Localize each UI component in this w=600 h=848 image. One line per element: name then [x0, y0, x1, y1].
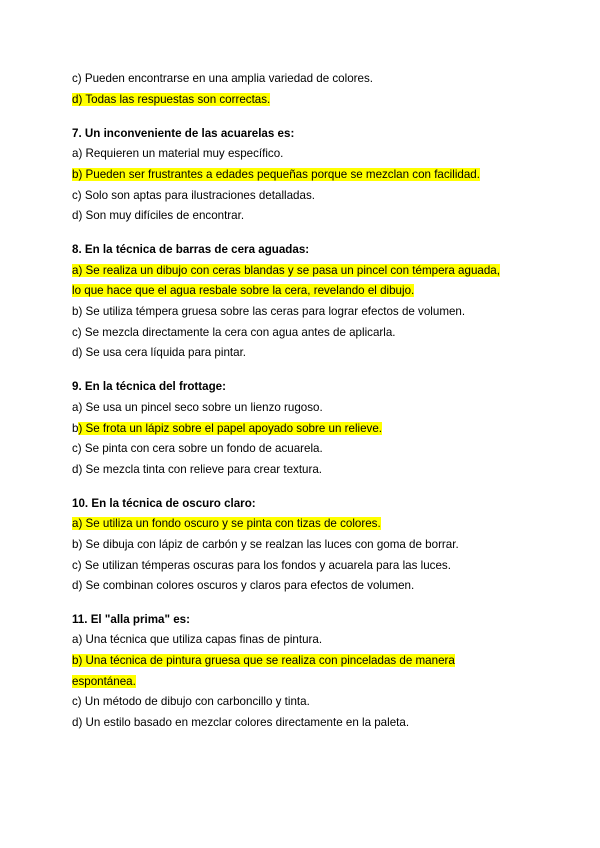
option-9b-correct: b) Se frota un lápiz sobre el papel apoyado sobre un relieve.	[72, 422, 383, 435]
question-10-title: 10. En la técnica de oscuro claro:	[72, 497, 256, 510]
option-8a-correct-cont: lo que hace que el agua resbale sobre la cera, revelando el dibujo.	[72, 284, 415, 297]
option-10d: d) Se combinan colores oscuros y claros para efectos de volumen.	[72, 579, 415, 592]
option-6d-correct: d) Todas las respuestas son correctas.	[72, 93, 271, 106]
question-9-title: 9. En la técnica del frottage:	[72, 380, 226, 393]
option-8a-correct: a) Se realiza un dibujo con ceras blandas y se pasa un pincel con témpera aguada,	[72, 264, 500, 277]
option-11c: c) Un método de dibujo con carboncillo y tinta.	[72, 695, 310, 708]
question-8-title: 8. En la técnica de barras de cera aguadas:	[72, 243, 310, 256]
option-8c: c) Se mezcla directamente la cera con agua antes de aplicarla.	[72, 326, 396, 339]
option-11d: d) Un estilo basado en mezclar colores directamente en la paleta.	[72, 716, 410, 729]
option-10a-correct: a) Se utiliza un fondo oscuro y se pinta con tizas de colores.	[72, 517, 381, 530]
option-11a: a) Una técnica que utiliza capas finas de pintura.	[72, 633, 323, 646]
option-7d: d) Son muy difíciles de encontrar.	[72, 209, 245, 222]
option-7b-correct: b) Pueden ser frustrantes a edades pequeñas porque se mezclan con facilidad.	[72, 168, 480, 181]
option-9d: d) Se mezcla tinta con relieve para crear textura.	[72, 463, 323, 476]
question-7-title: 7. Un inconveniente de las acuarelas es:	[72, 127, 295, 140]
option-11b-correct: b) Una técnica de pintura gruesa que se realiza con pinceladas de manera	[72, 654, 455, 667]
option-9c: c) Se pinta con cera sobre un fondo de acuarela.	[72, 442, 323, 455]
option-7a: a) Requieren un material muy específico.	[72, 147, 284, 160]
option-10c: c) Se utilizan témperas oscuras para los fondos y acuarela para las luces.	[72, 559, 451, 572]
option-6c: c) Pueden encontrarse en una amplia variedad de colores.	[72, 72, 373, 85]
option-8d: d) Se usa cera líquida para pintar.	[72, 346, 247, 359]
option-7c: c) Solo son aptas para ilustraciones detalladas.	[72, 189, 315, 202]
option-11b-correct-cont: espontánea.	[72, 675, 136, 688]
question-11-title: 11. El "alla prima" es:	[72, 613, 190, 626]
option-8b: b) Se utiliza témpera gruesa sobre las ceras para lograr efectos de volumen.	[72, 305, 466, 318]
option-10b: b) Se dibuja con lápiz de carbón y se realzan las luces con goma de borrar.	[72, 538, 459, 551]
option-9a: a) Se usa un pincel seco sobre un lienzo rugoso.	[72, 401, 323, 414]
